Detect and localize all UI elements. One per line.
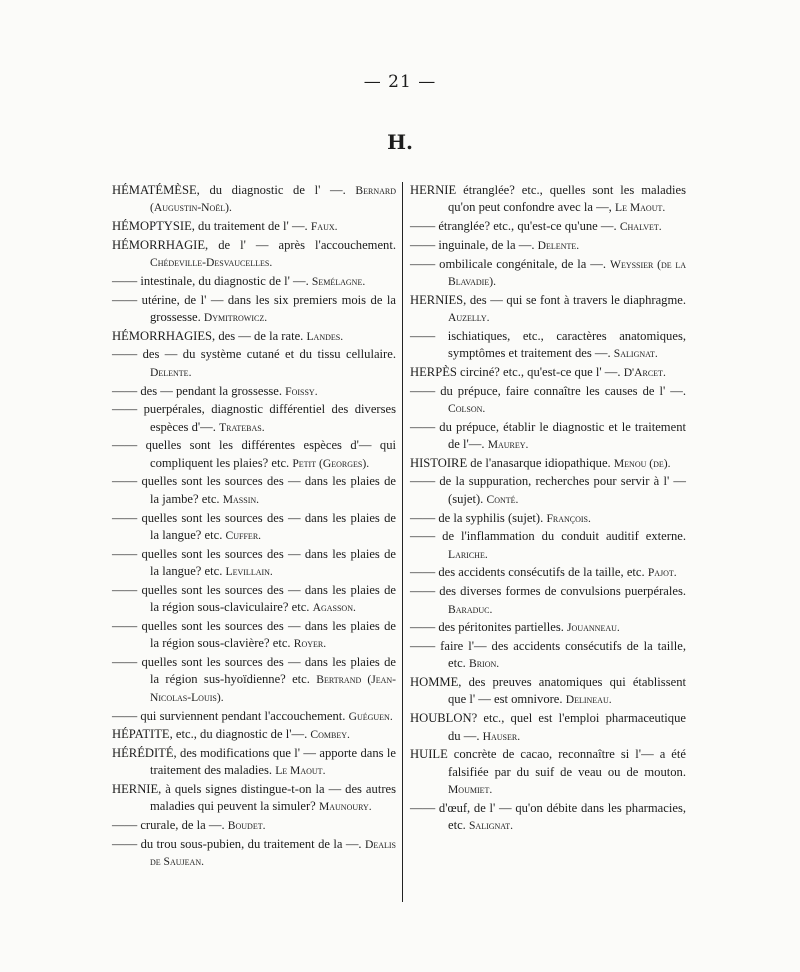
entry-text: —— quelles sont les sources des — dans les plaies de la langue? etc.: [112, 546, 396, 579]
entry-author: Delineau.: [565, 693, 612, 707]
entry-text: —— du prépuce, faire connaître les causes de l' —.: [410, 383, 686, 398]
page-number: — 21 —: [363, 72, 437, 92]
entry-author: Chalvet.: [619, 220, 662, 234]
entry-text: HERNIES, des — qui se font à travers le diaphragme.: [410, 292, 686, 307]
entry-text: —— des diverses formes de convulsions puerpérales.: [410, 584, 686, 599]
index-entry: [410, 746, 686, 798]
index-entry: [112, 510, 396, 545]
entry-text: HISTOIRE de l'anasarque idiopathique.: [410, 455, 611, 470]
index-entry: [112, 817, 396, 834]
entry-author: Cuffer.: [225, 528, 262, 542]
entry-text: —— des — pendant la grossesse.: [112, 383, 282, 398]
entry-author: Bertrand (Jean-Nicolas-Louis).: [150, 673, 397, 704]
entry-author: Combey.: [310, 728, 350, 742]
entry-text: —— ischiatiques, etc., caractères anatomiques, symptômes et traitement des —.: [410, 328, 686, 361]
left-column: [112, 182, 396, 872]
index-entry: [410, 256, 686, 291]
index-entry: [410, 364, 686, 381]
entry-author: Massin.: [222, 492, 260, 506]
entry-text: —— des accidents consécutifs de la taille, etc.: [410, 565, 645, 580]
entry-text: —— de l'inflammation du conduit auditif externe.: [410, 529, 686, 544]
index-entry: [112, 726, 396, 743]
index-entry: [410, 237, 686, 254]
index-entry: [112, 182, 396, 217]
index-entry: [410, 800, 686, 835]
index-entry: [112, 401, 396, 436]
entry-text: —— inguinale, de la —.: [410, 237, 535, 252]
index-entry: [410, 674, 686, 709]
entry-text: —— crurale, de la —.: [112, 818, 225, 833]
entry-author: Salignat.: [468, 819, 513, 833]
entry-author: Guéguen.: [348, 709, 393, 723]
index-entry: [112, 328, 396, 345]
entry-text: HERNIE étranglée? etc., quelles sont les maladies qu'on peut confondre avec la —,: [410, 183, 686, 215]
index-entry: [112, 781, 396, 816]
entry-text: —— qui surviennent pendant l'accouchement.: [112, 708, 346, 723]
index-entry: [410, 455, 686, 472]
index-entry: [112, 618, 396, 653]
entry-author: Conté.: [486, 492, 519, 506]
entry-text: —— étranglée? etc., qu'est-ce qu'une —.: [410, 219, 617, 234]
entry-author: Baraduc.: [448, 602, 493, 616]
entry-text: HERPÈS circiné? etc., qu'est-ce que l' —.: [410, 364, 621, 379]
index-entry: [112, 237, 396, 272]
entry-text: —— du trou sous-pubien, du traitement de la —.: [112, 836, 362, 851]
entry-author: Tratebas.: [219, 420, 265, 434]
entry-author: Chédeville-Desvaucelles.: [150, 256, 273, 270]
entry-author: D'Arcet.: [623, 365, 666, 379]
index-entry: [112, 437, 396, 472]
index-entry: [112, 383, 396, 400]
entry-author: Brion.: [468, 657, 500, 671]
right-column: [410, 182, 686, 836]
entry-author: Semélagne.: [311, 274, 366, 288]
entry-author: Salignat.: [613, 347, 658, 361]
entry-author: Bernard (Augustin-Noël).: [150, 184, 396, 215]
entry-text: —— du prépuce, établir le diagnostic et le traitement de l'—.: [410, 419, 686, 452]
index-entry: [410, 383, 686, 418]
index-entry: [410, 510, 686, 527]
index-entry: [112, 273, 396, 290]
entry-author: Menou (de).: [613, 456, 671, 470]
index-entry: [112, 582, 396, 617]
entry-author: Hauser.: [482, 729, 521, 743]
entry-author: Levillain.: [225, 565, 273, 579]
entry-author: Auzelly.: [448, 311, 490, 325]
entry-text: HÉPATITE, etc., du diagnostic de l'—.: [112, 727, 308, 742]
entry-author: Le Maout.: [275, 764, 326, 778]
entry-author: François.: [546, 511, 591, 525]
index-entry: [410, 528, 686, 563]
entry-text: —— des péritonites partielles.: [410, 620, 564, 635]
entry-author: Lariche.: [448, 547, 488, 561]
entry-text: —— utérine, de l' — dans les six premiers mois de la grossesse.: [112, 292, 396, 325]
entry-author: Landes.: [306, 329, 344, 343]
index-entry: [112, 836, 396, 871]
index-entry: [112, 292, 396, 327]
entry-author: Dymitrowicz.: [203, 311, 268, 325]
entry-author: Jouanneau.: [567, 621, 620, 635]
entry-author: Maurey.: [487, 438, 529, 452]
index-entry: [410, 328, 686, 363]
entry-author: Weyssier (de la Blavadie).: [448, 257, 686, 288]
entry-text: HERNIE, à quels signes distingue-t-on la — des autres maladies qui peuvent la simuler?: [112, 782, 396, 814]
entry-author: Le Maout.: [615, 201, 666, 215]
index-entry: [112, 654, 396, 706]
entry-text: HÉMORRHAGIES, des — de la rate.: [112, 328, 304, 343]
entry-author: Petit (Georges).: [292, 456, 370, 470]
entry-text: —— quelles sont les sources des — dans les plaies de la jambe? etc.: [112, 474, 396, 506]
entry-text: HÉRÉDITÉ, des modifications que l' — apporte dans le traitement des maladies.: [112, 745, 396, 778]
index-entry: [410, 218, 686, 235]
entry-text: —— intestinale, du diagnostic de l' —.: [112, 273, 309, 288]
entry-text: —— puerpérales, diagnostic différentiel des diverses espèces d'—.: [112, 402, 396, 434]
column-divider: [402, 182, 403, 902]
entry-text: —— ombilicale congénitale, de la —.: [410, 256, 607, 271]
index-entry: [410, 292, 686, 327]
entry-text: HÉMORRHAGIE, de l' — après l'accouchement.: [112, 237, 396, 252]
entry-text: —— d'œuf, de l' — qu'on débite dans les pharmacies, etc.: [410, 800, 686, 833]
index-entry: [410, 710, 686, 745]
index-entry: [410, 564, 686, 581]
index-entry: [410, 583, 686, 618]
entry-text: —— quelles sont les sources des — dans les plaies de la région sous-claviculaire? etc.: [112, 582, 396, 615]
entry-text: —— quelles sont les sources des — dans les plaies de la région sous-clavière? etc.: [112, 618, 396, 651]
entry-text: —— quelles sont les sources des — dans les plaies de la région sus-hyoïdienne? etc.: [112, 655, 396, 687]
entry-author: Royer.: [293, 637, 327, 651]
entry-text: HUILE concrète de cacao, reconnaître si l'— a été falsifiée par du suif de veau ou de mouton.: [410, 747, 686, 779]
index-entry: [112, 546, 396, 581]
entry-author: Faux.: [310, 220, 338, 234]
entry-author: Delente.: [537, 238, 580, 252]
section-heading: H.: [387, 130, 413, 154]
entry-text: HÉMATÉMÈSE, du diagnostic de l' —.: [112, 183, 346, 197]
entry-text: —— de la syphilis (sujet).: [410, 510, 544, 525]
entry-author: Pajot.: [647, 566, 677, 580]
entry-author: Dealis de Saujean.: [150, 837, 396, 869]
entry-text: —— quelles sont les sources des — dans les plaies de la langue? etc.: [112, 510, 396, 542]
entry-author: Delente.: [150, 365, 192, 379]
index-entry: [112, 473, 396, 508]
entry-author: Colson.: [448, 401, 486, 415]
entry-text: HÉMOPTYSIE, du traitement de l' —.: [112, 219, 308, 234]
entry-text: —— faire l'— des accidents consécutifs de la taille, etc.: [410, 638, 686, 671]
entry-text: —— quelles sont les différentes espèces d'— qui compliquent les plaies? etc.: [112, 438, 396, 470]
index-entry: [112, 745, 396, 780]
index-entry: [112, 218, 396, 235]
index-entry: [410, 182, 686, 217]
entry-author: Maunoury.: [318, 800, 372, 814]
index-entry: [410, 638, 686, 673]
index-entry: [112, 708, 396, 725]
index-entry: [410, 419, 686, 454]
index-entry: [410, 473, 686, 508]
entry-text: —— des — du système cutané et du tissu cellulaire.: [112, 347, 396, 362]
entry-author: Boudet.: [227, 819, 266, 833]
index-entry: [410, 619, 686, 636]
entry-text: —— de la suppuration, recherches pour servir à l' — (sujet).: [410, 474, 686, 506]
entry-text: HOUBLON? etc., quel est l'emploi pharmaceutique du —.: [410, 711, 686, 743]
entry-author: Agasson.: [312, 601, 356, 615]
entry-text: HOMME, des preuves anatomiques qui établissent que l' — est omnivore.: [410, 675, 686, 707]
index-entry: [112, 346, 396, 381]
entry-author: Foissy.: [285, 384, 318, 398]
entry-author: Moumiet.: [448, 783, 493, 797]
